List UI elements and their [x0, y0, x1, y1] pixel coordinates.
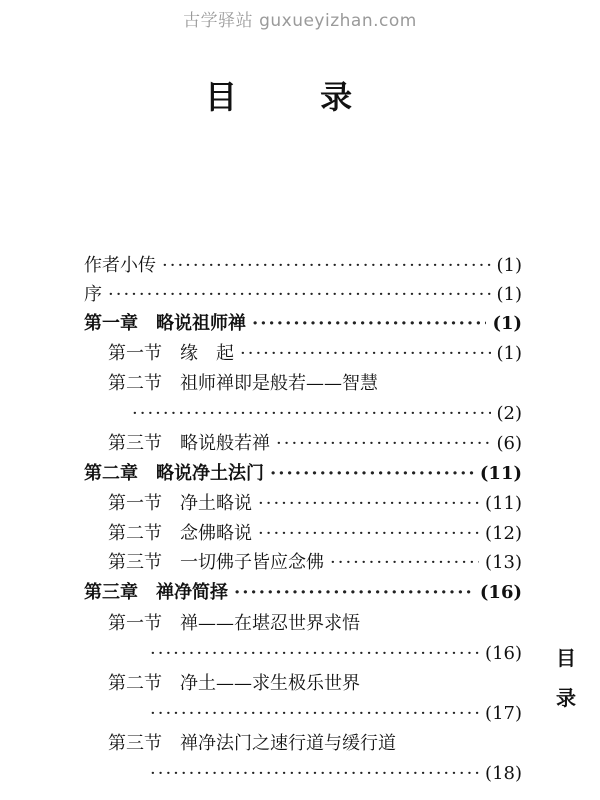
toc-page-number: (17): [485, 703, 522, 724]
leader-dots: [252, 312, 486, 336]
toc-entry-label: 第三节 一切佛子皆应念佛: [108, 552, 324, 573]
toc-entry-label: 第二节 净土——求生极乐世界: [108, 673, 360, 694]
toc-entry-label: 第三节 禅净法门之速行道与缓行道: [108, 733, 396, 754]
toc-page-number: (1): [492, 313, 522, 334]
leader-dots: [276, 432, 491, 456]
toc-entry-author-bio[interactable]: [84, 254, 522, 278]
toc-page-number: (11): [479, 463, 522, 484]
leader-dots: [150, 702, 479, 726]
toc-entry-chapter-3[interactable]: [84, 581, 522, 605]
toc-entry-preface[interactable]: [84, 283, 522, 307]
toc-entry-label: 第三章 禅净简择: [84, 582, 228, 603]
toc-page-number: (11): [485, 493, 522, 514]
leader-dots: [258, 492, 479, 516]
toc-entry-ch1-sec1[interactable]: [108, 342, 522, 366]
toc-entry-label: 第二节 念佛略说: [108, 523, 252, 544]
toc-entry-label: 第一章 略说祖师禅: [84, 313, 246, 334]
toc-entry-ch2-sec2[interactable]: [108, 522, 522, 546]
leader-dots: [132, 402, 491, 426]
toc-page-number: (1): [496, 255, 522, 276]
toc-page-number: (1): [496, 343, 522, 364]
leader-dots: [162, 254, 491, 278]
leader-dots: [240, 342, 491, 366]
toc-entry-ch3-sec2-leader: [150, 702, 522, 726]
toc-entry-label: 第一节 禅——在堪忍世界求悟: [108, 613, 360, 634]
leader-dots: [234, 581, 474, 605]
toc-entry-label: 第一节 净土略说: [108, 493, 252, 514]
toc-page-number: (1): [496, 284, 522, 305]
page-title: 目 录: [205, 78, 389, 116]
toc-page-number: (18): [485, 763, 522, 784]
toc-entry-label: 第二节 祖师禅即是般若——智慧: [108, 373, 378, 394]
toc-entry-ch2-sec3[interactable]: [108, 551, 522, 575]
leader-dots: [330, 551, 479, 575]
side-running-head-bottom: 录: [556, 686, 576, 710]
leader-dots: [150, 642, 479, 666]
toc-page-number: (16): [485, 643, 522, 664]
watermark-text: 古学驿站 guxueyizhan.com: [183, 11, 417, 31]
toc-page-number: (2): [496, 403, 522, 424]
toc-entry-ch1-sec3[interactable]: [108, 432, 522, 456]
toc-entry-ch3-sec1[interactable]: [108, 612, 522, 636]
toc-entry-ch3-sec2[interactable]: [108, 672, 522, 696]
side-running-head-top: 目: [556, 646, 576, 670]
toc-entry-ch3-sec1-leader: [150, 642, 522, 666]
leader-dots: [270, 462, 474, 486]
leader-dots: [258, 522, 479, 546]
toc-page-number: (13): [485, 552, 522, 573]
toc-entry-label: 第一节 缘 起: [108, 343, 234, 364]
toc-entry-ch1-sec2[interactable]: [108, 372, 522, 396]
toc-entry-chapter-2[interactable]: [84, 462, 522, 486]
toc-page-number: (12): [485, 523, 522, 544]
leader-dots: [108, 283, 491, 307]
toc-entry-label: 第二章 略说净土法门: [84, 463, 264, 484]
toc-page-number: (6): [496, 433, 522, 454]
toc-entry-label: 序: [84, 284, 102, 305]
toc-page-number: (16): [479, 582, 522, 603]
toc-entry-chapter-1[interactable]: [84, 312, 522, 336]
toc-entry-ch1-sec2-leader: [132, 402, 522, 426]
toc-entry-label: 第三节 略说般若禅: [108, 433, 270, 454]
toc-entry-ch3-sec3[interactable]: [108, 732, 522, 756]
leader-dots: [150, 762, 479, 786]
toc-entry-ch3-sec3-leader: [150, 762, 522, 786]
toc-entry-label: 作者小传: [84, 255, 156, 276]
toc-entry-ch2-sec1[interactable]: [108, 492, 522, 516]
